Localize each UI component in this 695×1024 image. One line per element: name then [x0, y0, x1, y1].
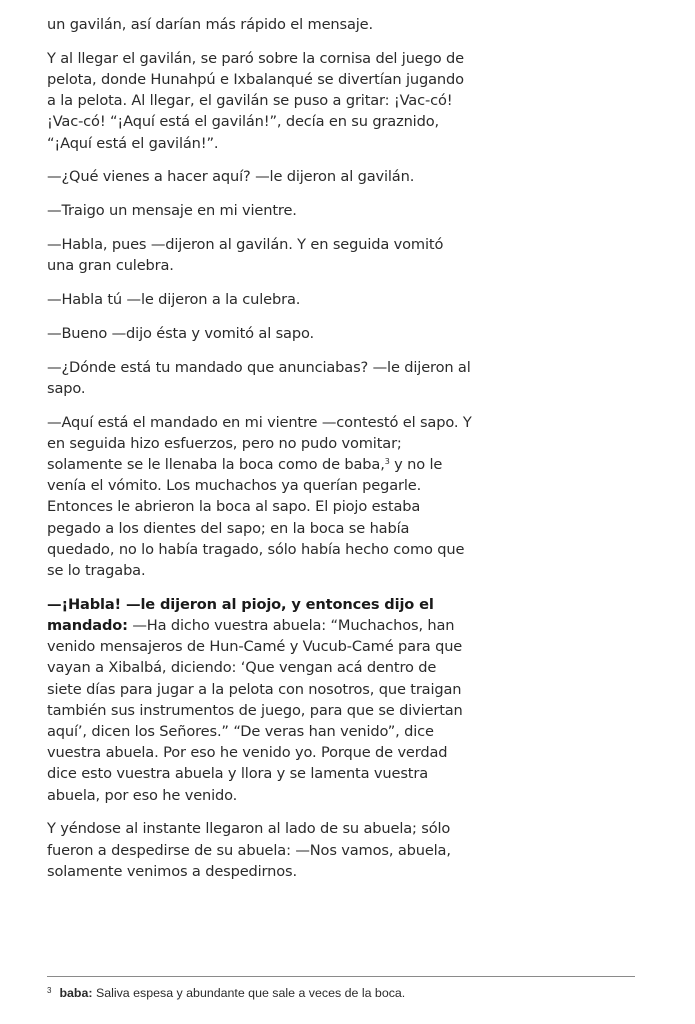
footnote-reference[interactable]: 3: [384, 457, 390, 466]
dialogue-line: —Habla, pues —dijeron al gavilán. Y en seguida vomitó una gran culebra.: [47, 236, 444, 275]
dialogue-line: —¿Dónde está tu mandado que anunciabas? —le dijeron al sapo.: [47, 358, 471, 397]
footnote-definition: Saliva espesa y abundante que sale a veces de la boca.: [92, 986, 406, 1000]
paragraph: un gavilán, así darían más rápido el mensaje.: [47, 16, 373, 33]
dialogue-line: —Habla tú —le dijeron a la culebra.: [47, 291, 301, 308]
paragraph-final: Y yéndose al instante llegaron al lado de su abuela; sólo fueron a despedirse de su abuela: —Nos vamos, abuela, solamente venimos a despedirnos.: [47, 820, 451, 880]
dialogue-line: —Bueno —dijo ésta y vomitó al sapo.: [47, 324, 314, 342]
paragraph: Y al llegar el gavilán, se paró sobre la cornisa del juego de pelota, donde Hunahpú e Ixbalanqué se divertían jugando a la pelota. Al llegar, el gavilán se puso a gritar: ¡Vac-có! ¡Vac-có! “¡Aquí está el gavilán!”, decía en su graznido, “¡Aquí está el gavilán!”.: [47, 49, 464, 152]
paragraph-sapo: [47, 412, 472, 582]
paragraph-text: y no le venía el vómito. Los muchachos ya querían pegarle. Entonces le abrieron la boca al sapo. El piojo estaba pegado a los dientes del sapo; en la boca se había quedado, no lo había tragado, sólo había hecho como que se lo tragaba.: [47, 456, 465, 580]
dialogue-line: —¿Qué vienes a hacer aquí? —le dijeron al gavilán.: [47, 168, 415, 186]
main-text-column: [47, 14, 472, 895]
paragraph-piojo: [47, 594, 472, 806]
bold-dialogue: —¡Habla! —le dijeron al piojo, y entonces dijo el mandado:: [47, 595, 434, 635]
paragraph-text: —Ha dicho vuestra abuela: “Muchachos, han venido mensajeros de Hun-Camé y Vucub-Camé para que vayan a Xibalbá, diciendo: ‘Que vengan acá dentro de siete días para jugar a la pelota con nosotros, que traigan también sus instrumentos de juego, para que se diviertan aquí’, dicen los Señores.” “De veras han venido”, dice vuestra abuela. Por eso he venido yo. Porque de verdad dice esto vuestra abuela y llora y se lamenta vuestra abuela, por eso he venido.: [47, 617, 463, 804]
paragraph-text: —Aquí está el mandado en mi vientre —contestó el sapo. Y en seguida hizo esfuerzos, pero no pudo vomitar; solamente se le llenaba la boca como de baba,: [47, 413, 472, 473]
footnote: [47, 983, 635, 1001]
footnote-term: baba:: [59, 986, 93, 1000]
footnote-divider: [47, 976, 635, 977]
dialogue-line: —Traigo un mensaje en mi vientre.: [47, 202, 297, 220]
footnote-number: 3: [47, 986, 52, 995]
